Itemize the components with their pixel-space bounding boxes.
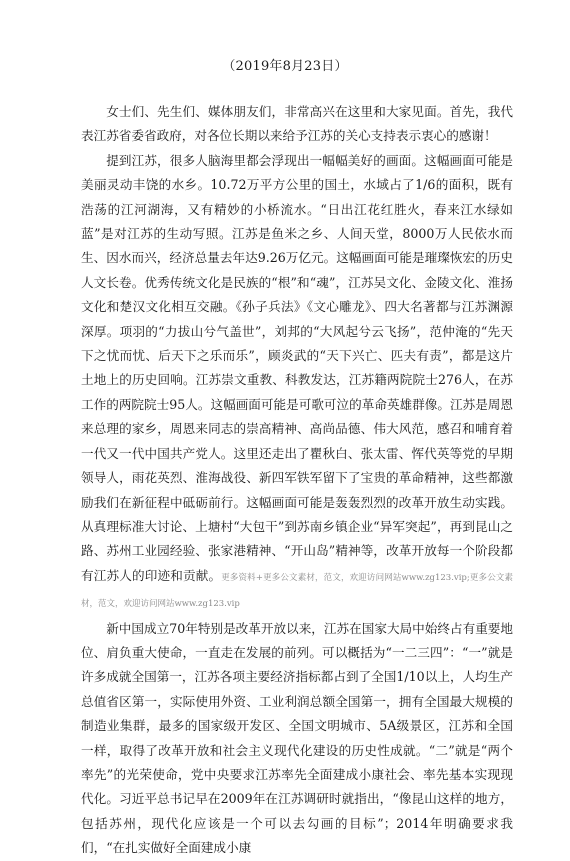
paragraph-greeting-text: 女士们、先生们、媒体朋友们，非常高兴在这里和大家见面。首先，我代表江苏省委省政府，对各位长期以来给予江苏的关心支持表示衷心的感谢！	[81, 104, 513, 144]
paragraph-jiangsu-images-text: 提到江苏，很多人脑海里都会浮现出一幅幅美好的画面。这幅画面可能是美丽灵动丰饶的水乡。10.72万平方公里的国土，水域占了1/6的面积，既有浩荡的江河湖海，又有精妙的小桥流水。“日出江花红胜火，春来江水绿如蓝”是对江苏的生动写照。江苏是鱼米之乡、人间天堂，8000万人民依水而生、因水而兴，经济总量去年达9.26万亿元。这幅画面可能是璀璨恢宏的历史人文长卷。优秀传统文化是民族的“根”和“魂”，江苏吴文化、金陵文化、淮扬文化和楚汉文化相互交融。《孙子兵法》《文心雕龙》、四大名著都与江苏渊源深厚。项羽的“力拔山兮气盖世”，刘邦的“大风起兮云飞扬”，范仲淹的“先天下之忧而忧、后天下之乐而乐”，顾炎武的“天下兴亡、匹夫有责”，都是这片土地上的历史回响。江苏崇文重教、科教发达，江苏籍两院院士276人，在苏工作的两院院士95人。这幅画面可能是可歌可泣的革命英雄群像。江苏是周恩来总理的家乡，周恩来同志的崇高精神、高尚品德、伟大风范，感召和哺育着一代又一代中国共产党人。这里还走出了瞿秋白、张太雷、恽代英等党的早期领导人，雨花英烈、淮海战役、新四军铁军留下了宝贵的革命精神，这些都激励我们在新征程中砥砺前行。这幅画面可能是轰轰烈烈的改革开放生动实践。从真理标准大讨论、上塘村“大包干”到苏南乡镇企业“异军突起”，再到昆山之路、苏州工业园经验、张家港精神、“开山岛”精神等，改革开放每一个阶段都有江苏人的印迹和贡献。	[81, 152, 513, 583]
paragraph-achievements	[81, 617, 513, 861]
paragraph-jiangsu-images	[81, 149, 513, 617]
speech-date: （2019年8月23日）	[222, 59, 348, 74]
watermark-text: 更多资料+更多公文素材，范文，欢迎访问网站www.zg123.vip;更多公文素材，范文，欢迎访问网站www.zg123.vip	[81, 572, 513, 610]
paragraph-achievements-text: 新中国成立70年特别是改革开放以来，江苏在国家大局中始终占有重要地位、肩负重大使命，一直走在发展的前列。可以概括为“一二三四”：“一”就是许多成就全国第一，江苏各项主要经济指标都占到了全国1/10以上，人均生产总值省区第一，实际使用外资、工业利润总额全国第一，拥有全国最大规模的制造业集群，最多的国家级开发区、全国文明城市、5A级景区，江苏和全国一样，取得了改革开放和社会主义现代化建设的历史性成就。“二”就是“两个率先”的光荣使命，党中央要求江苏率先全面建成小康社会、率先基本实现现代化。习近平总书记早在2009年在江苏调研时就指出，“像昆山这样的地方，包括苏州，现代化应该是一个可以去勾画的目标”；2014年明确要求我们，“在扎实做好全面建成小康	[81, 620, 513, 856]
paragraph-greeting	[81, 100, 513, 149]
document-body	[81, 100, 513, 861]
